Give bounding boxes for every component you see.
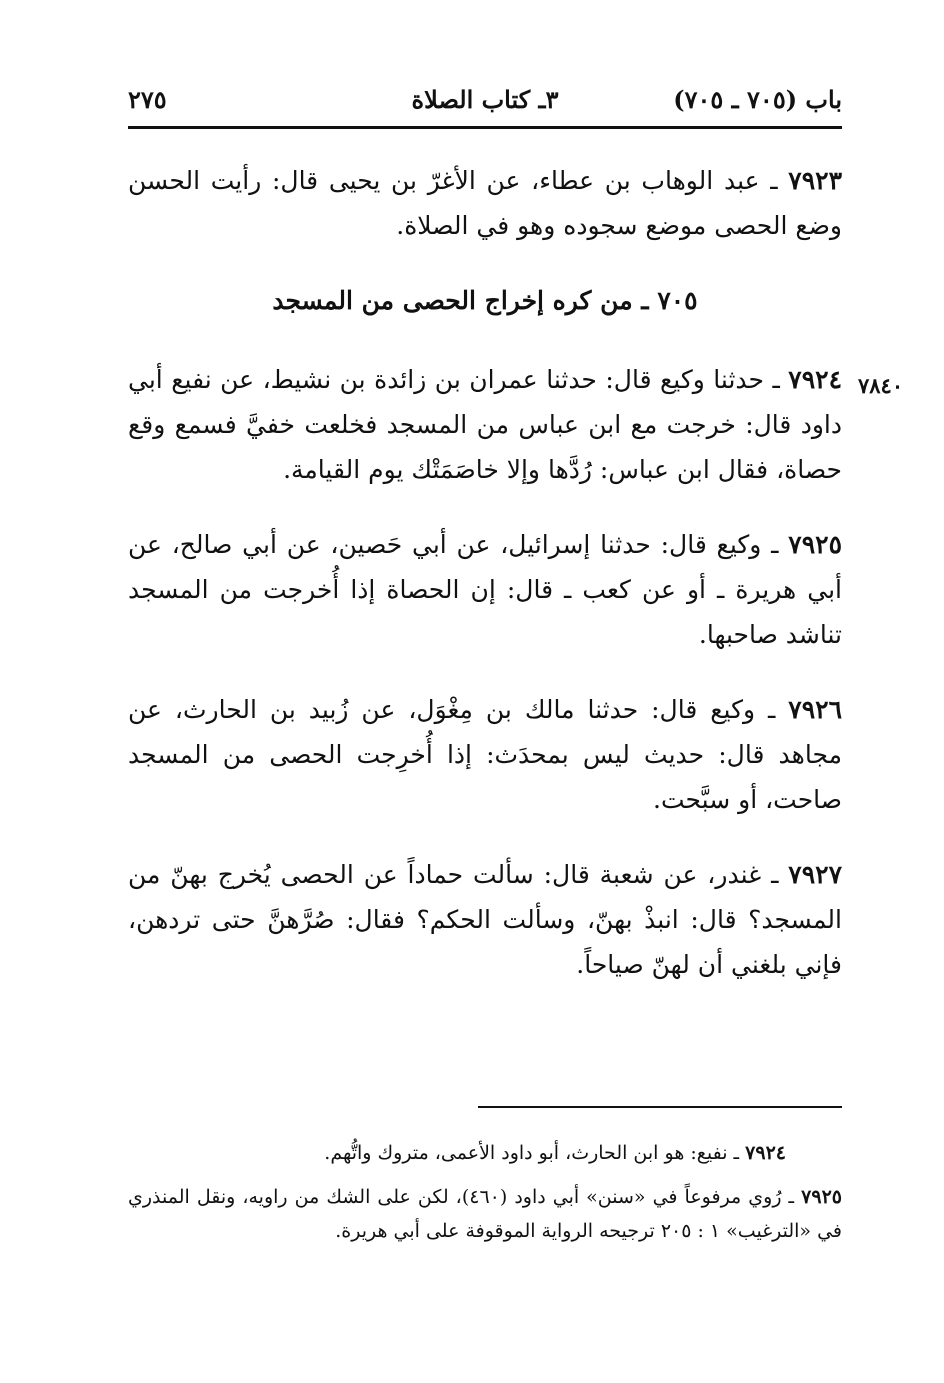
footnote-7925 — [128, 1180, 842, 1248]
paragraph-number: ٧٩٢٦ — [788, 695, 842, 724]
page-number: ٢٧٥ — [128, 85, 167, 114]
paragraph-text: ـ حدثنا وكيع قال: حدثنا عمران بن زائدة بن نشيط، عن نفيع أبي داود قال: خرجت مع ابن عباس من المسجد فخلعت خفيَّ فسمع وقع حصاة، فقال ابن عباس: رُدَّها وإلا خاصَمَتْك يوم القيامة. — [128, 365, 842, 484]
header-rule — [128, 126, 842, 129]
main-text — [128, 158, 842, 1017]
paragraph-7926 — [128, 687, 842, 822]
paragraph-text: ـ وكيع قال: حدثنا إسرائيل، عن أبي حَصين، عن أبي صالح، عن أبي هريرة ـ أو عن كعب ـ قال: إن الحصاة إذا أُخرجت من المسجد تناشد صاحبها. — [128, 530, 842, 649]
paragraph-7925 — [128, 522, 842, 657]
paragraph-number: ٧٩٢٤ — [788, 365, 842, 394]
chapter-heading: ٧٠٥ ـ من كره إخراج الحصى من المسجد — [272, 286, 698, 315]
footnote-text: ـ رُوي مرفوعاً في «سنن» أبي داود (٤٦٠)، لكن على الشك من راويه، ونقل المنذري في «الترغيب» ١ : ٢٠٥ ترجيحه الرواية الموقوفة على أبي هريرة. — [128, 1186, 842, 1242]
paragraph-7927 — [128, 852, 842, 987]
footnote-number: ٧٩٢٤ — [745, 1142, 786, 1164]
paragraph-number: ٧٩٢٥ — [788, 530, 842, 559]
footnote-text: ـ نفيع: هو ابن الحارث، أبو داود الأعمى، متروك واتُّهم. — [324, 1142, 746, 1164]
footnote-rule — [478, 1106, 842, 1108]
footnote-number: ٧٩٢٥ — [801, 1186, 842, 1208]
footnote-7924 — [128, 1136, 842, 1170]
running-header — [128, 84, 842, 124]
paragraph-7924 — [128, 357, 842, 492]
paragraph-number: ٧٩٢٧ — [788, 860, 842, 889]
paragraph-text: ـ عبد الوهاب بن عطاء، عن الأغرّ بن يحيى قال: رأيت الحسن وضع الحصى موضع سجوده وهو في الصلاة. — [128, 166, 842, 240]
paragraph-7923 — [128, 158, 842, 248]
chapter-reference: باب (٧٠٥ ـ ٧٠٥) — [673, 85, 842, 114]
paragraph-number: ٧٩٢٣ — [788, 166, 842, 195]
paragraph-text: ـ وكيع قال: حدثنا مالك بن مِغْوَل، عن زُبيد بن الحارث، عن مجاهد قال: حديث ليس بمحدَث: إذا أُخرِجت الحصى من المسجد صاحت، أو سبَّحت. — [128, 695, 842, 814]
book-title: ٣ـ كتاب الصلاة — [411, 85, 559, 114]
footnotes — [128, 1136, 842, 1258]
margin-number: ٧٨٤٠ — [858, 373, 904, 398]
paragraph-text: ـ غندر، عن شعبة قال: سألت حماداً عن الحصى يُخرج بهنّ من المسجد؟ قال: انبذْ بهنّ، وسألت الحكم؟ فقال: صُرَّهنَّ حتى تردهن، فإني بلغني أن لهنّ صياحاً. — [128, 860, 842, 979]
